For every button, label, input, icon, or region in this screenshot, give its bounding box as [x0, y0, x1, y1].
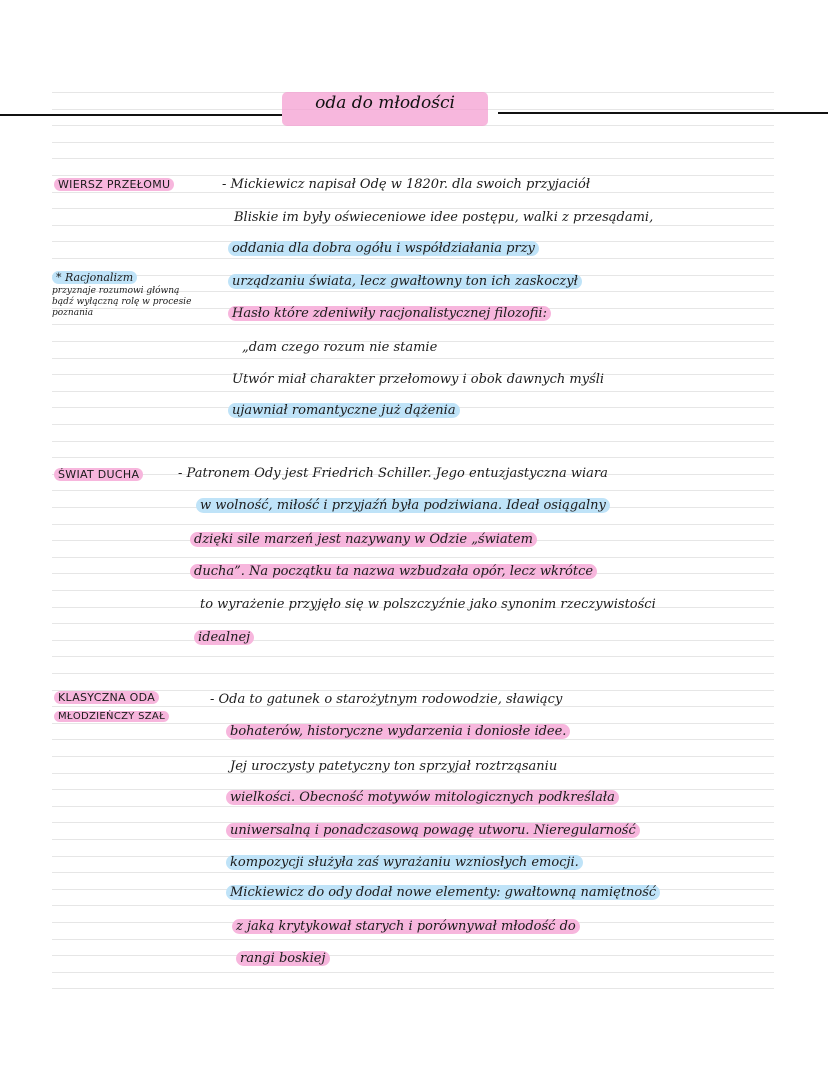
text-line: oddania dla dobra ogółu i współdziałania przy — [228, 238, 539, 260]
side-note-racjonalizm: * Racjonalizm przyznaje rozumowi główną bądź wyłączną rolę w procesie poznania — [52, 271, 192, 318]
ruled-line — [52, 673, 774, 674]
text-line: ducha”. Na początku ta nazwa wzbudzała opór, lecz wkrótce — [190, 561, 597, 583]
text-line: w wolność, miłość i przyjaźń była podziwiana. Ideał osiągalny — [196, 495, 610, 517]
ruled-line — [52, 142, 774, 143]
ruled-line — [52, 955, 774, 956]
text-line: Utwór miał charakter przełomowy i obok dawnych myśli — [232, 372, 605, 387]
ruled-line — [52, 524, 774, 525]
text-line: z jaką krytykował starych i porównywał młodość do — [232, 916, 580, 938]
text-line: - Patronem Ody jest Friedrich Schiller. Jego entuzjastyczna wiara — [178, 466, 608, 481]
text-line: urządzaniu świata, lecz gwałtowny ton ich zaskoczył — [228, 271, 582, 293]
text-line: wielkości. Obecność motywów mitologicznych podkreślała — [226, 787, 619, 809]
ruled-line — [52, 972, 774, 973]
ruled-line — [52, 988, 774, 989]
ruled-line — [52, 441, 774, 442]
text-line: rangi boskiej — [236, 948, 330, 970]
text-line: „dam czego rozum nie stamie — [242, 340, 438, 355]
ruled-line — [52, 457, 774, 458]
text-line: Mickiewicz do ody dodał nowe elementy: gwałtowną namiętność — [226, 882, 660, 904]
text-line: dzięki sile marzeń jest nazywany w Odzie „światem — [190, 529, 537, 551]
ruled-line — [52, 623, 774, 624]
section-label-szal: MŁODZIEŃCZY SZAŁ — [54, 708, 169, 726]
ruled-line — [52, 590, 774, 591]
section-label-klasyczna: KLASYCZNA ODA — [54, 689, 159, 707]
title-line-right — [498, 112, 828, 114]
text-line: - Mickiewicz napisał Odę w 1820r. dla swoich przyjaciół — [222, 177, 591, 192]
text-line: kompozycji służyła zaś wyrażaniu wzniosłych emocji. — [226, 852, 583, 874]
text-line: idealnej — [194, 627, 254, 649]
text-line: - Oda to gatunek o starożytnym rodowodzie, sławiący — [210, 692, 563, 707]
text-line: to wyrażenie przyjęło się w polszczyźnie jako synonim rzeczywistości — [200, 597, 656, 612]
ruled-line — [52, 939, 774, 940]
text-line: uniwersalną i ponadczasową powagę utworu. Nieregularność — [226, 820, 640, 842]
text-line: Bliskie im były oświeceniowe idee postępu, walki z przesądami, — [234, 210, 654, 225]
page-title: oda do młodości — [315, 93, 455, 113]
text-line: Jej uroczysty patetyczny ton sprzyjał roztrząsaniu — [230, 759, 558, 774]
ruled-line — [52, 490, 774, 491]
ruled-line — [52, 905, 774, 906]
ruled-line — [52, 391, 774, 392]
title-line-left — [0, 114, 282, 116]
ruled-line — [52, 158, 774, 159]
ruled-line — [52, 424, 774, 425]
text-line: Hasło które zdeniwiły racjonalistycznej filozofii: — [228, 303, 551, 325]
section-label-przelom: WIERSZ PRZEŁOMU — [54, 176, 174, 194]
ruled-line — [52, 557, 774, 558]
text-line: ujawniał romantyczne już dążenia — [228, 400, 460, 422]
ruled-line — [52, 656, 774, 657]
text-line: bohaterów, historyczne wydarzenia i doniosłe idee. — [226, 721, 570, 743]
ruled-line — [52, 640, 774, 641]
section-label-duch: ŚWIAT DUCHA — [54, 466, 143, 484]
